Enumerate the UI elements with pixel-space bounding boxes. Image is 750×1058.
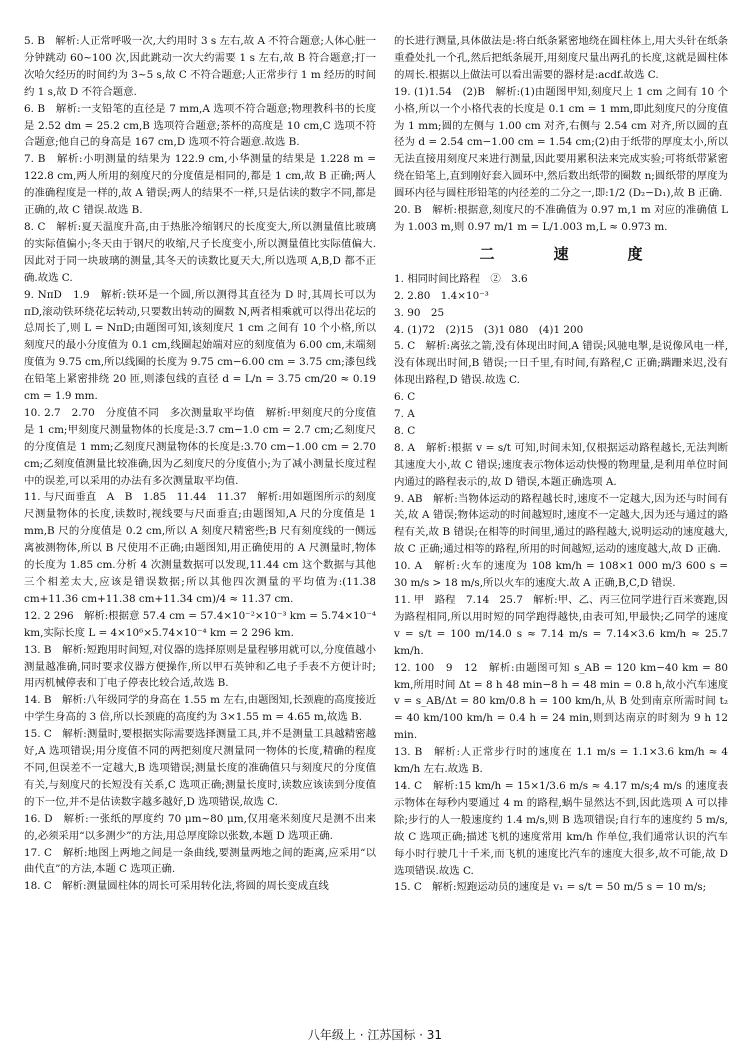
section-heading: 二 速 度: [479, 244, 665, 263]
answer-item: 2. 2.80 1.4×10⁻³: [394, 289, 489, 302]
answer-item: 10. A 解析:火车的速度为 108 km/h = 108×1 000 m/3 600 s = 30 m/s > 18 m/s,所以火车的速度大.故 A 正确,B,C,D 错误.: [394, 560, 728, 590]
answer-item: 5. B 解析:人正常呼吸一次,大约用时 3 s 左右,故 A 不符合题意;人体心脏一分钟跳动 60~100 次,因此跳动一次大约需要 1 s 左右,故 B 符合题意;打一次哈欠经历的时间约为 3~5 s,故 C 不符合题意;人正常步行 1 m 经历的时间约 1 s,故 D 不符合题意.: [24, 35, 376, 98]
answer-item: 4. (1)72 (2)15 (3)1 080 (4)1 200: [394, 323, 584, 336]
answer-item: 14. B 解析:八年级同学的身高在 1.55 m 左右,由题图知,长颈鹿的高度接近中学生身高的 3 倍,所以长颈鹿的高度约为 3×1.55 m = 4.65 m,故选 B.: [24, 694, 376, 724]
answer-item: 13. B 解析:人正常步行时的速度在 1.1 m/s = 1.1×3.6 km/h ≈ 4 km/h 左右.故选 B.: [394, 746, 728, 776]
answer-item: 15. C 解析:短跑运动员的速度是 v₁ = s/t = 50 m/5 s = 10 m/s;: [394, 881, 707, 894]
answer-item: 11. 甲 路程 7.14 25.7 解析:甲、乙、丙三位同学进行百米赛跑,因为路程相同,所以用时短的同学跑得越快,由表可知,甲最快;乙同学的速度 v = s/t = 100 m/14.0 s ≈ 7.14 m/s = 7.14×3.6 km/h ≈ 25.7 km/h.: [394, 594, 728, 657]
page-footer: 八年级上 · 江苏国标 · 31: [307, 1028, 443, 1042]
answer-item: 10. 2.7 2.70 分度值不同 多次测量取平均值 解析:甲刻度尺的分度值是 1 cm;甲刻度尺测量物体的长度是:3.7 cm−1.0 cm = 2.7 cm;乙刻度尺的分度值是 1 mm;乙刻度尺测量物体的长度是:3.70 cm−1.00 cm = 2.70 cm;乙刻度值测量比较准确,因为乙刻度尺的分度值小;为了减小测量长度过程中的误差,可以采用的办法有多次测量取平均值.: [24, 406, 376, 487]
answer-item: 6. B 解析:一支铅笔的直径是 7 mm,A 选项不符合题意;物理教科书的长度是 2.52 dm = 25.2 cm,B 选项符合题意;茶杯的高度是 10 cm,C 选项不符合题意;他自己的身高是 167 cm,D 选项不符合题意.故选 B.: [24, 102, 376, 149]
answer-item: 的长进行测量,具体做法是:将白纸条紧密地绕在圆柱体上,用大头针在纸条重叠处扎一个孔,然后把纸条展开,用刻度尺量出两孔的长度,这就是圆柱体的周长.根据以上做法可以看出需要的器材是:acdf.故选 C.: [394, 35, 728, 81]
answer-item: 13. B 解析:短跑用时间短,对仪器的选择原则是量程够用就可以,分度值越小测量越准确,同时要求仪器方便操作,所以甲石英钟和乙电子手表不方便计时;用丙机械停表和丁电子停表比较合适,故选 B.: [24, 643, 376, 690]
answer-item: 7. B 解析:小明测量的结果为 122.9 cm,小华测量的结果是 1.228 m = 122.8 cm,两人所用的刻度尺的分度值是相同的,都是 1 cm,故 B 正确;两人的准确程度是一样的,故 A 错误;两人的结果不一样,只是估读的数字不同,都是正确的,故 C 错误.故选 B.: [24, 153, 376, 217]
answer-item: 1. 相同时间比路程 ② 3.6: [394, 272, 528, 285]
answer-item: 14. C 解析:15 km/h = 15×1/3.6 m/s ≈ 4.17 m/s;4 m/s 的速度表示物体在每秒内要通过 4 m 的路程,蜗牛显然达不到,因此选项 A 可以排除;步行的人一般速度约 1.4 m/s,则 B 选项错误;自行车的速度约 5 m/s,故 C 选项正确;描述飞机的速度常用 km/h 作单位,我们通常认识的汽车每小时行驶几十千米,而飞机的速度比汽车的速度大很多,故不可能,故 D 选项错误.故选 C.: [394, 779, 728, 877]
answer-item: 3. 90 25: [394, 306, 445, 319]
answer-item: 16. D 解析:一张纸的厚度约 70 μm~80 μm,仅用毫米刻度尺是测不出来的,必须采用“以多测少”的方法,用总厚度除以张数,本题 D 选项正确.: [24, 812, 376, 842]
answer-item: 8. C: [394, 424, 416, 437]
answer-item: 9. NπD 1.9 解析:铁环是一个圆,所以测得其直径为 D 时,其周长可以为 πD,滚动铁环绕花坛转动,只要数出转动的圈数 N,两者相乘就可以得出花坛的总周长了,则 L = NπD;由题图可知,该刻度尺 1 cm 之间有 10 个小格,所以刻度尺的最小分度值为 0.1 cm,线圈起始端对应的刻度值为 6.00 cm,末端刻度值为 9.75 cm,所以线圈的长度为 9.75 cm−6.00 cm = 3.75 cm;漆包线在铅笔上紧密排绕 20 匝,则漆包线的直径 d = L/n = 3.75 cm/20 ≈ 0.19 cm = 1.9 mm.: [24, 288, 376, 403]
answer-item: 18. C 解析:测量圆柱体的周长可采用转化法,将圆的周长变成直线: [24, 880, 329, 893]
right-column: [394, 33, 728, 896]
answer-item: 15. C 解析:测量时,要根据实际需要选择测量工具,并不是测量工具越精密越好,A 选项错误;用分度值不同的两把刻度尺测量同一物体的长度,精确的程度不同,但误差不一定越大,B 选项错误;测量长度的准确值只与刻度尺的分度值有关,与刻度尺的长短没有关系,C 选项正确;测量长度时,读数应该读到分度值的下一位,并不是估读数字越多越好,D 选项错误,故选 C.: [24, 728, 376, 808]
answer-item: 19. (1)1.54 (2)B 解析:(1)由题图甲知,刻度尺上 1 cm 之间有 10 个小格,所以一个小格代表的长度是 0.1 cm = 1 mm,即此刻度尺的分度值为 1 mm;圆的左侧与 1.00 cm 对齐,右侧与 2.54 cm 对齐,所以圆的直径为 d = 2.54 cm−1.00 cm = 1.54 cm;(2)由于纸带的厚度太小,所以无法直接用刻度尺来进行测量,因此要用累积法来完成实验;可将纸带紧密绕在铅笔上,直到刚好套入圆环中,然后数出纸带的圈数 n;圆纸带的厚度为圆环内径与圆柱形铅笔的内径差的二分之一,即:1/2 (D₂−D₁),故 B 正确.: [394, 85, 728, 200]
answer-item: 9. AB 解析:当物体运动的路程越长时,速度不一定越大,因为还与时间有关,故 A 错误;物体运动的时间越短时,速度不一定越大,因为还与通过的路程有关,故 B 错误;在相等的时间里,通过的路程越大,说明运动的速度越大,故 C 正确;通过相等的路程,所用的时间越短,运动的速度越大,故 D 正确.: [394, 492, 728, 556]
answer-item: 12. 2 296 解析:根据意 57.4 cm = 57.4×10⁻²×10⁻³ km = 5.74×10⁻⁴ km,实际长度 L = 4×10⁶×5.74×10⁻⁴ km = 2 296 km.: [24, 609, 376, 639]
answer-item: 8. A 解析:根据 v = s/t 可知,时间未知,仅根据运动路程越长,无法判断其速度大小,故 C 错误;速度表示物体运动快慢的物理量,是利用单位时间内通过的路程表示的,故 D 错误,本题正确选项 A.: [394, 441, 728, 488]
answer-item: 8. C 解析:夏天温度升高,由于热胀冷缩钢尺的长度变大,所以测量值比玻璃的实际值偏小;冬天由于钢尺的收缩,尺子长度变小,所以测量值比实际值偏大.因此对于同一块玻璃的测量,其冬天的读数比夏天大,所以选项 A,B,D 都不正确.故选 C.: [24, 220, 376, 284]
left-column: [24, 33, 376, 895]
answer-item: 17. C 解析:地图上两地之间是一条曲线,要测量两地之间的距离,应采用“以曲代直”的方法,本题 C 选项正确.: [24, 846, 376, 876]
answer-item: 7. A: [394, 408, 415, 421]
answer-item: 20. B 解析:根据意,刻度尺的不准确值为 0.97 m,1 m 对应的准确值 L 为 1.003 m,则 0.97 m/1 m = L/1.003 m,L ≈ 0.973 m.: [394, 204, 728, 233]
answer-item: 6. C: [394, 391, 416, 404]
answer-item: 5. C 解析:离弦之箭,没有体现出时间,A 错误;风驰电掣,是说像风电一样,没有体现出时间,B 错误;一日千里,有时间,有路程,C 正确;蹒跚来迟,没有体现出路程,D 错误.故选 C.: [394, 340, 728, 387]
answer-item: 11. 与尺面垂直 A B 1.85 11.44 11.37 解析:用如题图所示的刻度尺测量物体的长度,读数时,视线要与尺面垂直;由题图知,A 尺的分度值是 1 mm,B 尺的分度值是 0.2 cm,所以 A 刻度尺精密些;B 尺有刻度线的一侧远离被测物体,所以 B 尺使用不正确;由题图知,用正确使用的 A 尺测量时,物体的长度为 1.85 cm.分析 4 次测量数据可以发现,11.44 cm 这个数据与其他三个相差太大,应该是错误数据;所以其他四次测量的平均值为:(11.38 cm+11.36 cm+11.38 cm+11.34 cm)/4 ≈ 11.37 cm.: [24, 491, 376, 605]
answer-item: 12. 100 9 12 解析:由题图可知 s_AB = 120 km−40 km = 80 km,所用时间 Δt = 8 h 48 min−8 h = 48 min = 0.8 h,故小汽车速度 v = s_AB/Δt = 80 km/0.8 h = 100 km/h,从 B 处到南京所需时间 t₂ = 40 km/100 km/h = 0.4 h = 24 min,则到达南京的时刻为 9 h 12 min.: [394, 661, 728, 742]
